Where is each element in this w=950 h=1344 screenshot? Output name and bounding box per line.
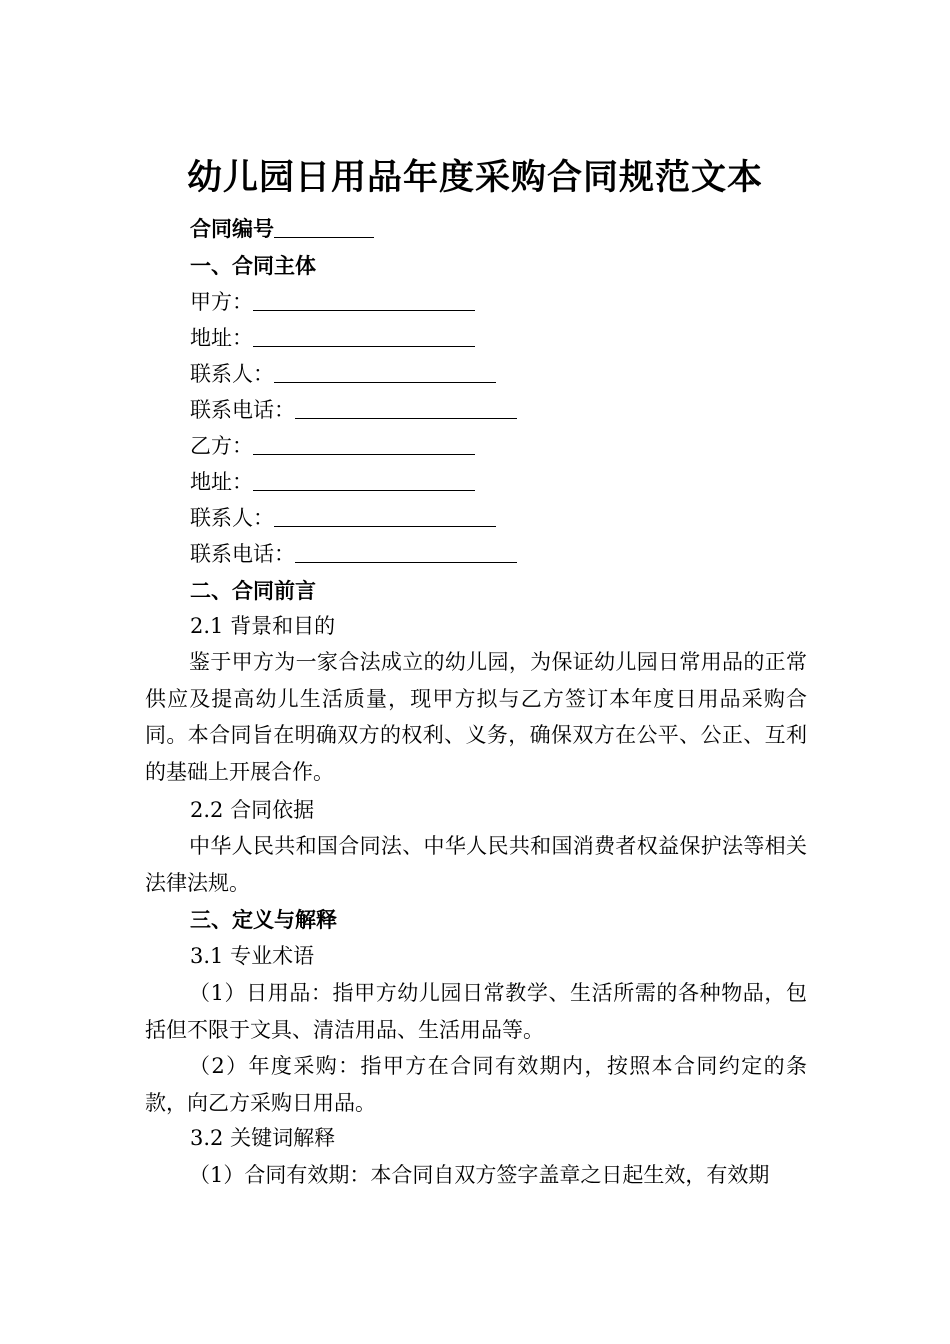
party-b-contact-label: 联系人： xyxy=(190,506,274,530)
party-a-address-line xyxy=(190,323,475,353)
contract-number-line xyxy=(190,214,374,244)
subsection-3-1-heading: 3.1 专业术语 xyxy=(190,944,315,968)
section-3-heading: 三、定义与解释 xyxy=(190,908,337,932)
section-2-heading: 二、合同前言 xyxy=(190,579,316,603)
keyword-item-1-paragraph: （1）合同有效期：本合同自双方签字盖章之日起生效，有效期 xyxy=(189,1163,770,1187)
party-a-phone-line xyxy=(190,395,517,425)
party-a-contact-label: 联系人： xyxy=(190,362,274,386)
party-b-name-label: 乙方： xyxy=(190,434,253,458)
party-a-phone-blank[interactable] xyxy=(295,398,517,419)
subsection-2-1-heading: 2.1 背景和目的 xyxy=(190,614,336,638)
party-b-address-label: 地址： xyxy=(190,470,253,494)
document-title: 幼儿园日用品年度采购合同规范文本 xyxy=(186,158,763,198)
subsection-2-2-heading: 2.2 合同依据 xyxy=(190,798,315,822)
party-a-name-line xyxy=(190,287,475,317)
party-a-name-label: 甲方： xyxy=(190,290,253,314)
subsection-2-2-paragraph: 中华人民共和国合同法、中华人民共和国消费者权益保护法等相关法律法规。 xyxy=(145,834,807,895)
party-b-address-blank[interactable] xyxy=(253,470,475,491)
subsection-2-1-paragraph: 鉴于甲方为一家合法成立的幼儿园，为保证幼儿园日常用品的正常供应及提高幼儿生活质量，现甲方拟与乙方签订本年度日用品采购合同。本合同旨在明确双方的权利、义务，确保双方在公平、公正、互利的基础上开展合作。 xyxy=(145,650,807,784)
party-a-phone-label: 联系电话： xyxy=(190,398,295,422)
party-b-contact-blank[interactable] xyxy=(274,506,496,527)
party-b-name-line xyxy=(190,431,475,461)
party-b-name-blank[interactable] xyxy=(253,434,475,455)
party-b-phone-label: 联系电话： xyxy=(190,542,295,566)
contract-number-blank[interactable] xyxy=(274,217,374,238)
party-b-contact-line xyxy=(190,503,496,533)
party-a-name-blank[interactable] xyxy=(253,290,475,311)
party-b-phone-blank[interactable] xyxy=(295,542,517,563)
section-1-heading: 一、合同主体 xyxy=(190,254,316,278)
term-item-1-paragraph: （1）日用品：指甲方幼儿园日常教学、生活所需的各种物品，包括但不限于文具、清洁用品、生活用品等。 xyxy=(145,981,807,1042)
party-a-contact-line xyxy=(190,359,496,389)
party-b-phone-line xyxy=(190,539,517,569)
party-a-address-label: 地址： xyxy=(190,326,253,350)
term-item-2-paragraph: （2）年度采购：指甲方在合同有效期内，按照本合同约定的条款，向乙方采购日用品。 xyxy=(145,1054,807,1115)
party-a-address-blank[interactable] xyxy=(253,326,475,347)
subsection-3-2-heading: 3.2 关键词解释 xyxy=(190,1126,336,1150)
contract-number-label: 合同编号 xyxy=(190,217,274,241)
party-a-contact-blank[interactable] xyxy=(274,362,496,383)
party-b-address-line xyxy=(190,467,475,497)
